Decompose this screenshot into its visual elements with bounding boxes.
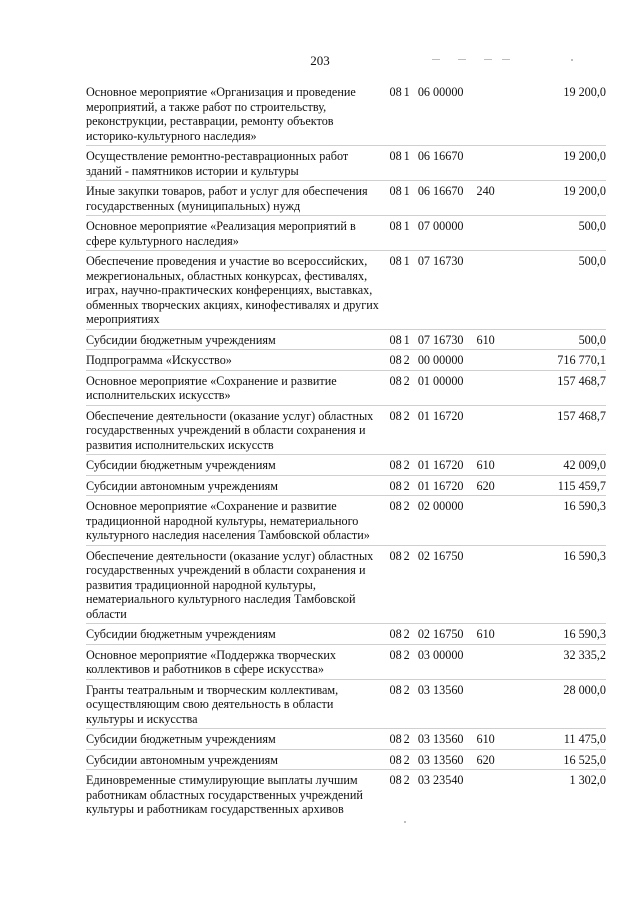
table-row: [86, 475, 606, 496]
row-amount-cell: 42 009,0: [515, 455, 606, 476]
page-number: 203: [310, 53, 330, 68]
row-subsection-cell: 2: [404, 729, 418, 750]
table-row: [86, 370, 606, 405]
table-row: [86, 644, 606, 679]
row-name-cell: Гранты театральным и творческим коллективам, осуществляющим свою деятельность в области культуры и искусства: [86, 679, 390, 729]
row-section-cell: 08: [390, 455, 404, 476]
row-subsection-cell: 2: [404, 350, 418, 371]
row-program-code-cell: 01 00000: [418, 370, 477, 405]
row-expense-type-cell: [476, 82, 514, 146]
row-program-code-cell: 07 16730: [418, 251, 477, 330]
row-section-cell: 08: [390, 329, 404, 350]
row-section-cell: 08: [390, 496, 404, 546]
scan-artifact-dot-1: [571, 59, 573, 61]
row-expense-type-cell: [476, 770, 514, 819]
row-amount-cell: 157 468,7: [515, 370, 606, 405]
row-name-cell: Подпрограмма «Искусство»: [86, 350, 390, 371]
row-subsection-cell: 2: [404, 644, 418, 679]
row-amount-cell: 157 468,7: [515, 405, 606, 455]
row-amount-cell: 16 590,3: [515, 545, 606, 624]
row-subsection-cell: 1: [404, 251, 418, 330]
row-program-code-cell: 03 13560: [418, 679, 477, 729]
row-program-code-cell: 03 13560: [418, 749, 477, 770]
row-expense-type-cell: [476, 545, 514, 624]
row-section-cell: 08: [390, 624, 404, 645]
row-name-cell: Основное мероприятие «Сохранение и развитие традиционной народной культуры, нематериального культурного наследия населения Тамбовской области»: [86, 496, 390, 546]
row-program-code-cell: 06 16670: [418, 181, 477, 216]
row-program-code-cell: 00 00000: [418, 350, 477, 371]
table-row: [86, 545, 606, 624]
row-expense-type-cell: 610: [476, 729, 514, 750]
table-row: [86, 749, 606, 770]
row-section-cell: 08: [390, 350, 404, 371]
scan-artifact-dash-1: [432, 59, 440, 60]
row-subsection-cell: 2: [404, 475, 418, 496]
row-program-code-cell: 02 16750: [418, 624, 477, 645]
row-subsection-cell: 2: [404, 405, 418, 455]
row-program-code-cell: 01 16720: [418, 475, 477, 496]
row-program-code-cell: 03 23540: [417, 773, 464, 787]
row-program-code-cell: 02 16750: [418, 545, 477, 624]
row-section-cell: 08: [389, 773, 402, 787]
row-expense-type-cell: 620: [476, 749, 514, 770]
row-program-code-cell: 07 00000: [418, 216, 477, 251]
row-amount-cell: 115 459,7: [515, 475, 606, 496]
table-row: [86, 82, 606, 146]
row-program-code-cell: 02 00000: [418, 496, 477, 546]
table-row: [86, 181, 606, 216]
row-expense-type-cell: [476, 644, 514, 679]
table-row: [86, 770, 606, 819]
row-subsection-cell: 2: [403, 773, 410, 787]
row-name-cell: Обеспечение деятельности (оказание услуг) областных государственных учреждений в области сохранения и развития исполнительских искусств: [86, 405, 390, 455]
row-expense-type-cell: 610: [476, 455, 514, 476]
budget-allocation-table: [86, 82, 606, 819]
row-section-cell: 08: [390, 405, 404, 455]
row-subsection-cell: 1: [404, 329, 418, 350]
row-name-cell: Основное мероприятие «Реализация мероприятий в сфере культурного наследия»: [86, 216, 390, 251]
row-section-cell: 08: [390, 644, 404, 679]
row-expense-type-cell: 610: [476, 624, 514, 645]
row-subsection-cell: 1: [404, 181, 418, 216]
scan-artifact-dash-3: [484, 59, 492, 60]
row-name-cell: Обеспечение проведения и участие во всероссийских, межрегиональных, областных конкурсах, фестивалях, играх, научно-практических конференциях, выставках, обменных творческих акциях, кинофестивалях и других мероприятиях: [86, 251, 390, 330]
row-amount-cell: 1 302,0: [569, 773, 606, 787]
row-subsection-cell: 1: [404, 146, 418, 181]
row-program-code-cell: 06 16670: [418, 146, 477, 181]
row-name-cell: Субсидии бюджетным учреждениям: [86, 455, 390, 476]
row-expense-type-cell: [476, 216, 514, 251]
row-expense-type-cell: [476, 350, 514, 371]
row-section-cell: 08: [390, 475, 404, 496]
row-program-code-cell: 07 16730: [418, 329, 477, 350]
row-subsection-cell: 2: [404, 545, 418, 624]
row-name-cell: Иные закупки товаров, работ и услуг для обеспечения государственных (муниципальных) нужд: [86, 181, 390, 216]
row-expense-type-cell: 620: [476, 475, 514, 496]
row-subsection-cell: 2: [404, 679, 418, 729]
row-subsection-cell: 2: [404, 749, 418, 770]
row-name-cell: Обеспечение деятельности (оказание услуг) областных государственных учреждений в области сохранения и развития традиционной народной культуры, нематериального культурного наследия Тамбовской области: [86, 545, 390, 624]
table-row: [86, 146, 606, 181]
row-section-cell: 08: [390, 82, 404, 146]
table-row: [86, 251, 606, 330]
row-expense-type-cell: [476, 146, 514, 181]
table-row: [86, 624, 606, 645]
row-expense-type-cell: [476, 496, 514, 546]
row-section-cell: 08: [390, 251, 404, 330]
row-section-cell: 08: [390, 679, 404, 729]
row-amount-cell: 500,0: [515, 251, 606, 330]
row-expense-type-cell: 240: [476, 181, 514, 216]
row-section-cell: 08: [390, 729, 404, 750]
row-amount-cell: 19 200,0: [515, 82, 606, 146]
row-program-code-cell: 01 16720: [418, 405, 477, 455]
row-amount-cell: 16 590,3: [515, 496, 606, 546]
row-amount-cell: 500,0: [515, 329, 606, 350]
row-amount-cell: 11 475,0: [515, 729, 606, 750]
table-body: [86, 82, 606, 819]
row-subsection-cell: 2: [404, 496, 418, 546]
scan-artifact-dot-2: [404, 821, 406, 823]
row-program-code-cell: 03 13560: [418, 729, 477, 750]
table-row: [86, 496, 606, 546]
row-expense-type-cell: [476, 679, 514, 729]
row-amount-cell: 28 000,0: [515, 679, 606, 729]
table-row: [86, 329, 606, 350]
row-section-cell: 08: [390, 370, 404, 405]
row-name-cell: Единовременные стимулирующие выплаты лучшим работникам областных государственных учреждений культуры и работникам государственных архивов: [86, 773, 363, 816]
row-name-cell: Основное мероприятие «Поддержка творческих коллективов и работников в сфере искусства»: [86, 644, 390, 679]
table-row: [86, 350, 606, 371]
row-program-code-cell: 01 16720: [418, 455, 477, 476]
row-section-cell: 08: [390, 216, 404, 251]
scan-artifact-dash-2: [458, 59, 466, 60]
row-amount-cell: 500,0: [515, 216, 606, 251]
row-expense-type-cell: 610: [476, 329, 514, 350]
row-amount-cell: 19 200,0: [515, 146, 606, 181]
row-amount-cell: 19 200,0: [515, 181, 606, 216]
row-name-cell: Субсидии автономным учреждениям: [86, 749, 390, 770]
row-section-cell: 08: [390, 146, 404, 181]
row-name-cell: Субсидии бюджетным учреждениям: [86, 329, 390, 350]
row-section-cell: 08: [390, 749, 404, 770]
row-expense-type-cell: [476, 405, 514, 455]
row-amount-cell: 32 335,2: [515, 644, 606, 679]
table-row: [86, 729, 606, 750]
table-row: [86, 216, 606, 251]
row-amount-cell: 16 590,3: [515, 624, 606, 645]
table-row: [86, 455, 606, 476]
row-expense-type-cell: [476, 370, 514, 405]
row-name-cell: Осуществление ремонтно-реставрационных работ зданий - памятников истории и культуры: [86, 146, 390, 181]
row-subsection-cell: 1: [404, 216, 418, 251]
row-name-cell: Субсидии автономным учреждениям: [86, 475, 390, 496]
row-program-code-cell: 03 00000: [418, 644, 477, 679]
scan-artifact-dash-4: [502, 59, 510, 60]
table-row: [86, 405, 606, 455]
row-expense-type-cell: [476, 251, 514, 330]
row-name-cell: Субсидии бюджетным учреждениям: [86, 729, 390, 750]
row-name-cell: Субсидии бюджетным учреждениям: [86, 624, 390, 645]
row-name-cell: Основное мероприятие «Организация и проведение мероприятий, а также работ по строительству, реконструкции, реставрации, ремонту объектов историко-культурного наследия»: [86, 82, 390, 146]
row-amount-cell: 16 525,0: [515, 749, 606, 770]
row-subsection-cell: 2: [404, 455, 418, 476]
row-section-cell: 08: [390, 181, 404, 216]
row-program-code-cell: 06 00000: [418, 82, 477, 146]
row-subsection-cell: 2: [404, 370, 418, 405]
row-name-cell: Основное мероприятие «Сохранение и развитие исполнительских искусств»: [86, 370, 390, 405]
row-subsection-cell: 2: [404, 624, 418, 645]
row-section-cell: 08: [390, 545, 404, 624]
row-subsection-cell: 1: [404, 82, 418, 146]
row-amount-cell: 716 770,1: [515, 350, 606, 371]
table-row: [86, 679, 606, 729]
